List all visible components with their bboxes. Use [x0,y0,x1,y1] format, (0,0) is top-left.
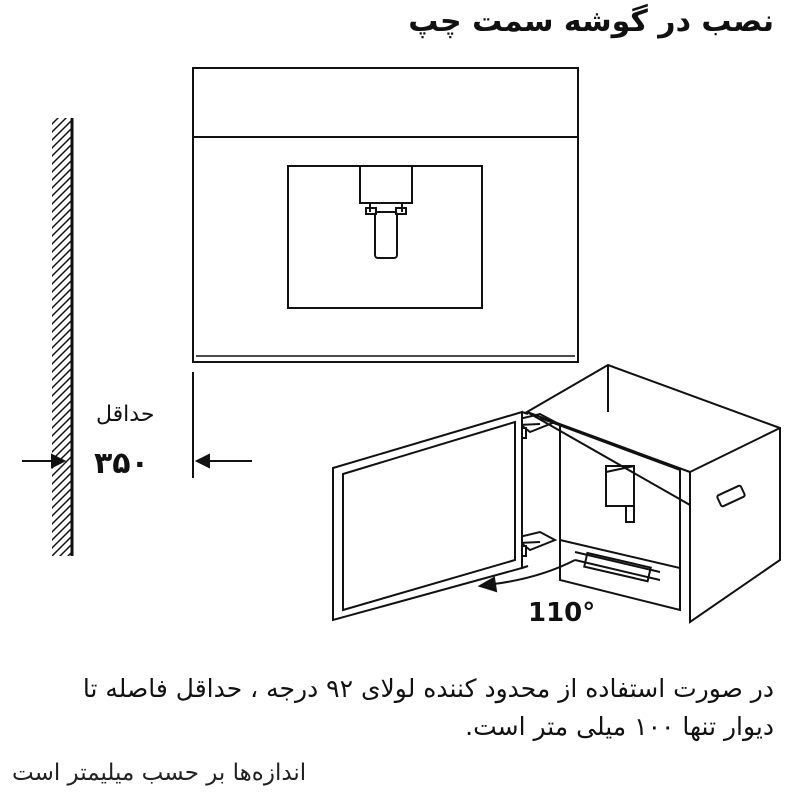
appliance-front-view [193,68,578,362]
wall [52,118,72,556]
opening-angle-label: 110° [528,598,596,628]
spout [375,212,397,258]
min-distance-label: حداقل [96,402,155,427]
units-note: اندازه‌ها بر حسب میلیمتر است [12,760,307,786]
hinge-note: در صورت استفاده از محدود کننده لولای ۹۲ درجه ، حداقل فاصله تا دیوار تنها ۱۰۰ میلی متر است. [82,674,774,741]
dispenser-recess [288,166,482,308]
min-distance-value: ۳۵۰ [94,446,149,481]
dispenser-head [360,166,412,203]
page-title: نصب در گوشه سمت چپ [408,4,774,39]
appliance-perspective-view [333,365,780,622]
